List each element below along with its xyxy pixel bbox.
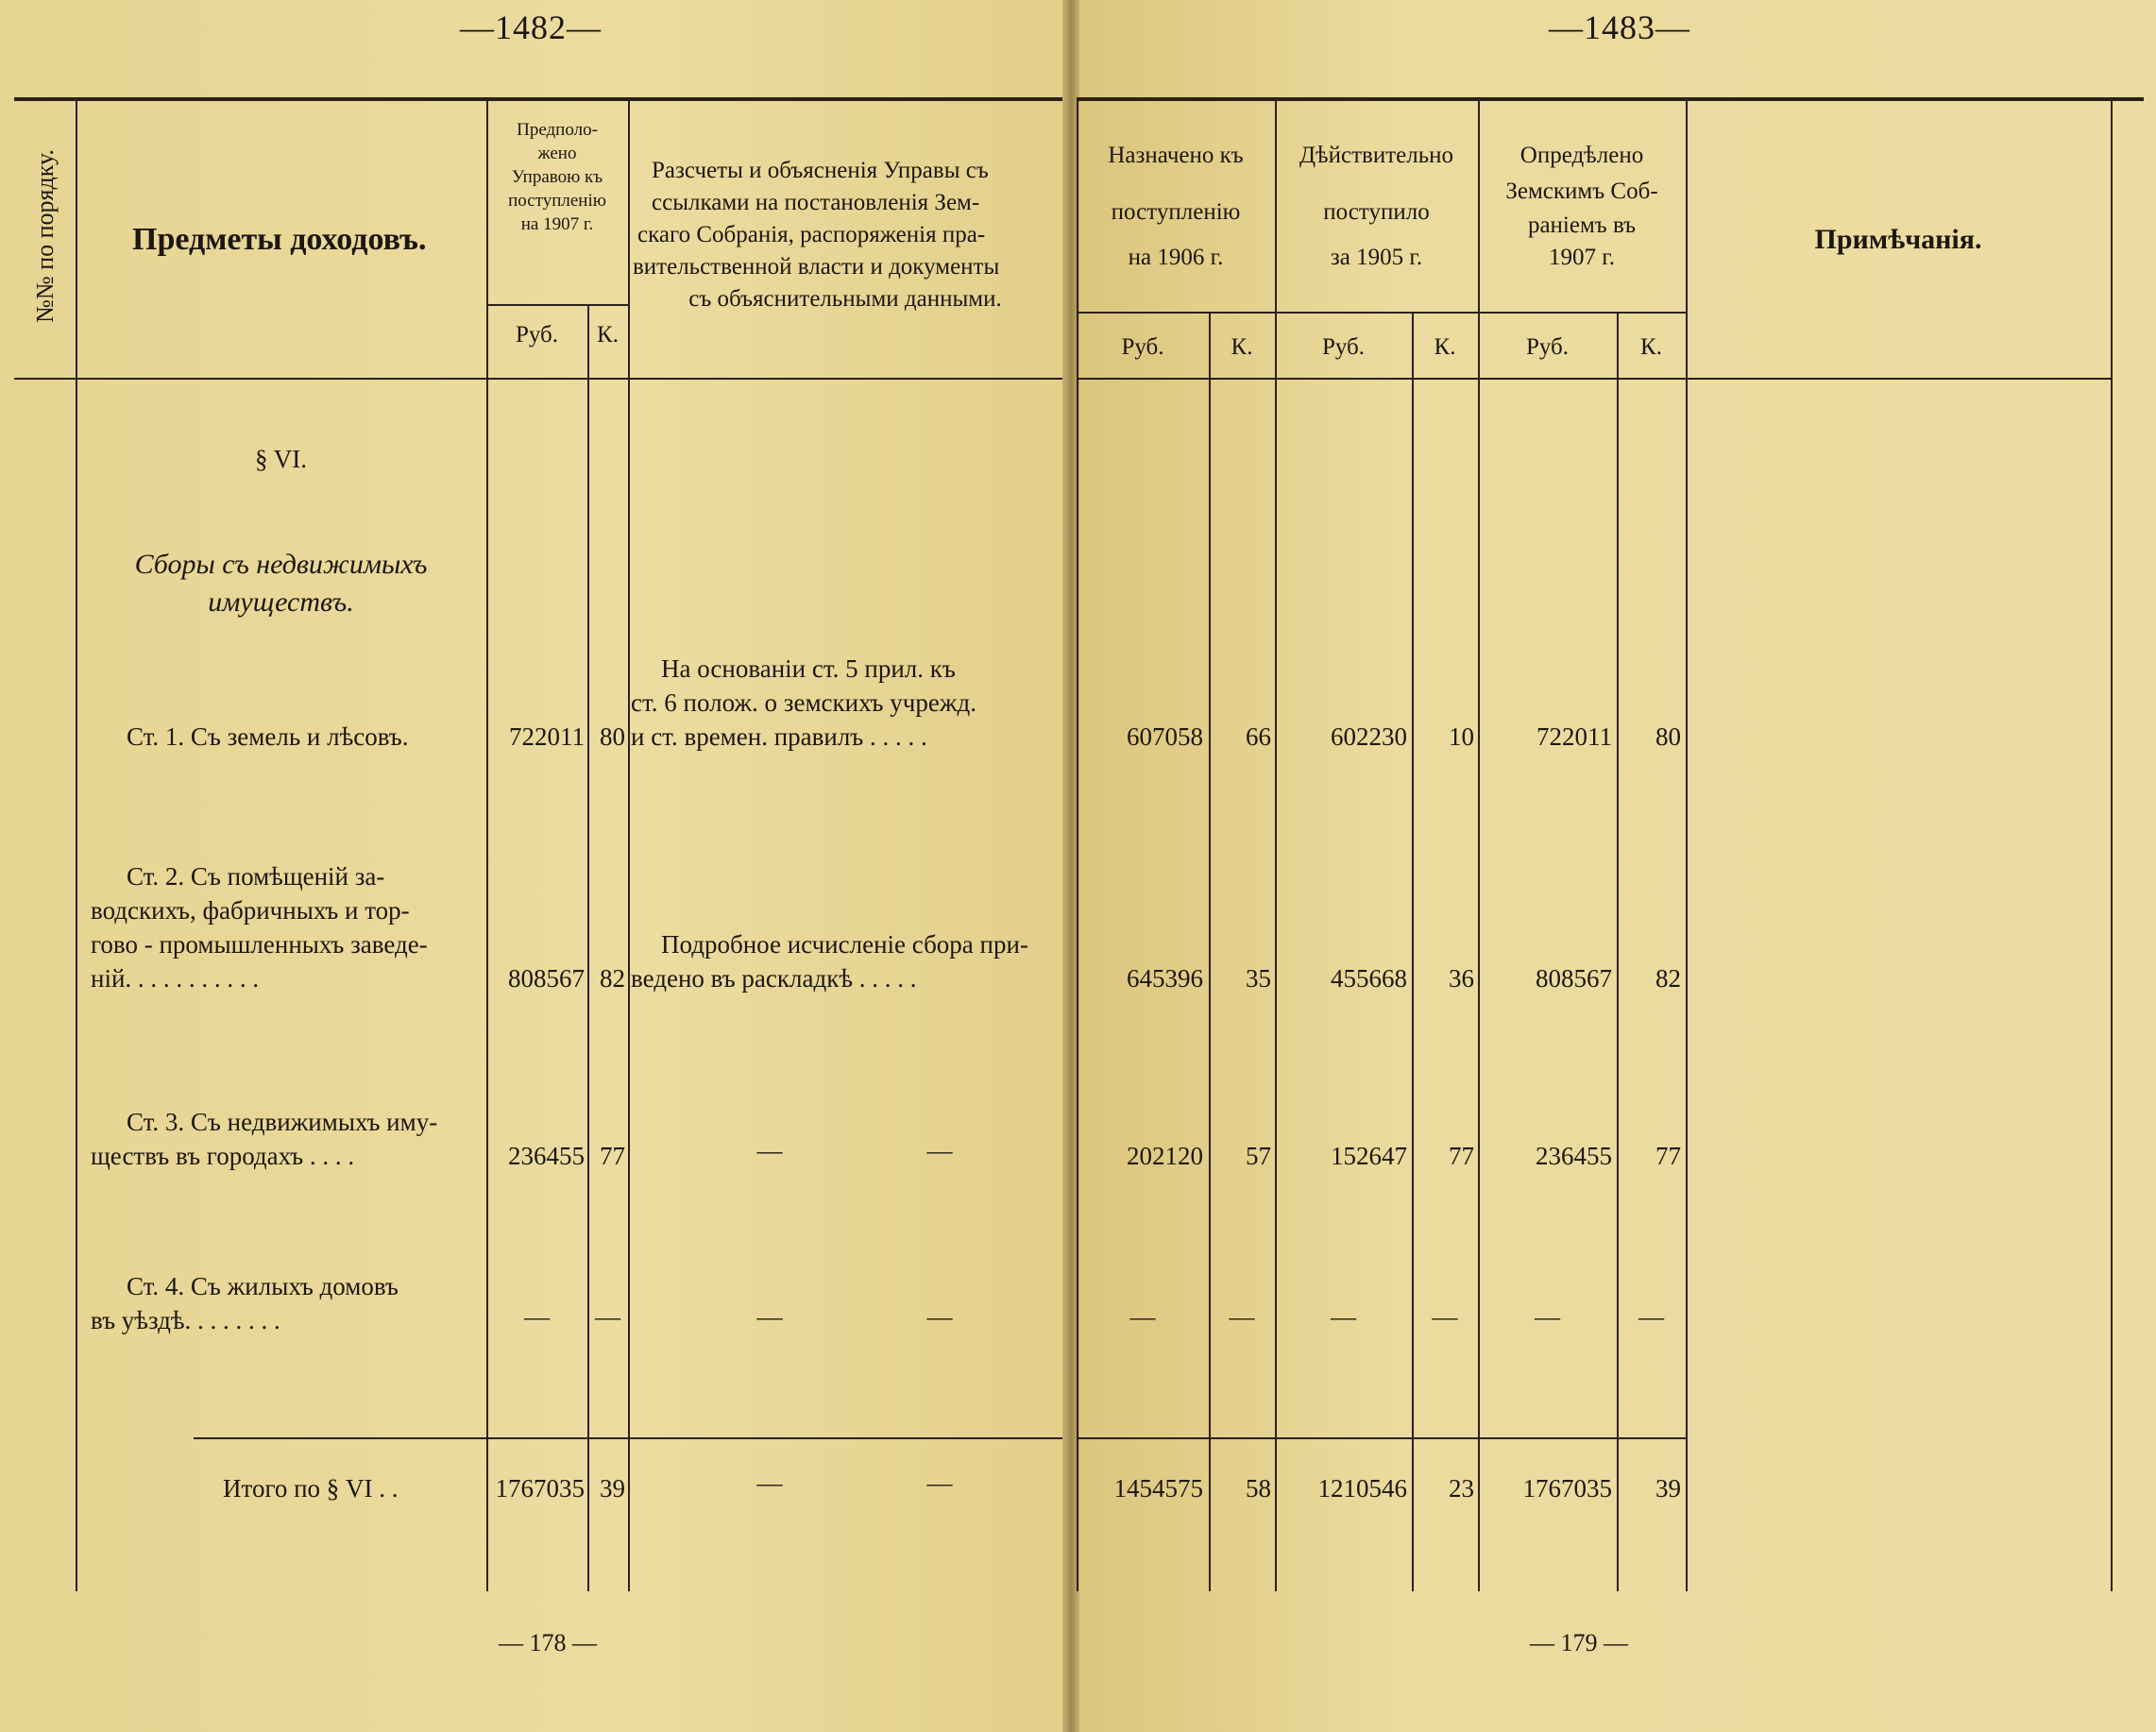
col-line-11 <box>1686 99 1688 1591</box>
row3-actual-kop: 77 <box>1449 1142 1474 1170</box>
total-determined-rub: 1767035 <box>1522 1474 1612 1503</box>
header-proposed-2: жено <box>537 144 577 163</box>
header-proposed-rub: Руб. <box>515 322 559 348</box>
row1-proposed-kop: 80 <box>600 722 625 751</box>
section-subtitle-2: имуществъ. <box>208 586 354 618</box>
header-assigned-3: на 1906 г. <box>1128 245 1224 270</box>
row2-proposed-kop: 82 <box>600 964 625 993</box>
total-label: Итого по § VI . . <box>223 1474 399 1503</box>
col-line-7 <box>1275 99 1277 1591</box>
total-proposed-kop: 39 <box>600 1474 625 1503</box>
header-assigned-2: поступленію <box>1111 199 1241 225</box>
row3-assigned-kop: 57 <box>1246 1142 1271 1170</box>
row4-label-2: въ уѣздѣ. . . . . . . . <box>91 1306 280 1334</box>
row2-explanation-1: Подробное исчисленіе сбора при- <box>661 930 1028 959</box>
header-explanations-3: скаго Собранія, распоряженія пра- <box>637 222 986 247</box>
total-rule-right <box>1077 1437 1686 1439</box>
header-assigned-kop: К. <box>1231 334 1253 360</box>
row4-proposed-rub: — <box>524 1302 550 1331</box>
row4-label-1: Ст. 4. Съ жилыхъ домовъ <box>127 1272 399 1300</box>
row3-label-1: Ст. 3. Съ недвижимыхъ иму- <box>127 1108 438 1136</box>
row1-explanation-1: На основаніи ст. 5 прил. къ <box>661 654 956 683</box>
header-bottom-rule-left <box>14 378 1062 380</box>
row3-proposed-kop: 77 <box>600 1142 625 1170</box>
col-line-4 <box>628 99 630 1591</box>
row4-explanation-dash-2: — <box>926 1302 953 1331</box>
row2-explanation-2: ведено въ раскладкѣ . . . . . <box>631 964 917 993</box>
col-line-12 <box>2111 99 2113 1591</box>
row4-proposed-kop: — <box>595 1302 620 1331</box>
total-explanation-dash-2: — <box>926 1469 953 1497</box>
header-determined-1: Опредѣлено <box>1519 143 1644 168</box>
header-proposed-1: Предполо- <box>517 120 598 140</box>
row3-explanation-dash-2: — <box>926 1136 953 1164</box>
row2-assigned-kop: 35 <box>1246 964 1271 993</box>
right-page-number: —1483— <box>1549 8 1690 46</box>
col-line-8 <box>1412 312 1414 1591</box>
row3-determined-kop: 77 <box>1655 1142 1681 1170</box>
row1-determined-rub: 722011 <box>1536 722 1612 751</box>
header-proposed-4: поступленію <box>508 191 606 211</box>
table-top-rule-right <box>1077 97 2144 101</box>
row1-actual-kop: 10 <box>1449 722 1474 751</box>
row2-actual-kop: 36 <box>1449 964 1474 993</box>
left-page-footer: — 178 — <box>499 1629 597 1656</box>
col-line-5 <box>1077 99 1078 1591</box>
header-explanations-1: Разсчеты и объясненія Управы съ <box>652 158 989 183</box>
row1-assigned-rub: 607058 <box>1127 722 1203 751</box>
total-proposed-rub: 1767035 <box>495 1474 585 1503</box>
row2-label-2: водскихъ, фабричныхъ и тор- <box>91 896 410 925</box>
row2-determined-kop: 82 <box>1655 964 1681 993</box>
row2-label-1: Ст. 2. Съ помѣщеній за- <box>127 862 385 891</box>
header-proposed-kop: К. <box>597 322 619 348</box>
row1-explanation-3: и ст. времен. правилъ . . . . . <box>631 722 927 751</box>
row2-label-3: гово - промышленныхъ заведе- <box>91 930 428 959</box>
header-actual-3: за 1905 г. <box>1330 245 1423 270</box>
total-explanation-dash-1: — <box>756 1469 783 1497</box>
row3-determined-rub: 236455 <box>1536 1142 1612 1170</box>
header-determined-rub: Руб. <box>1525 334 1570 360</box>
row1-explanation-2: ст. 6 полож. о земскихъ учрежд. <box>631 688 976 717</box>
section-subtitle-1: Сборы съ недвижимыхъ <box>134 549 428 580</box>
row2-assigned-rub: 645396 <box>1127 964 1203 993</box>
header-notes: Примѣчанія. <box>1814 224 1982 255</box>
header-bottom-rule-right <box>1077 378 2111 380</box>
col-line-9 <box>1478 99 1480 1591</box>
header-actual-rub: Руб. <box>1321 334 1366 360</box>
col-line-10 <box>1617 312 1619 1591</box>
header-determined-2: Земскимъ Соб- <box>1505 178 1658 204</box>
row3-proposed-rub: 236455 <box>508 1142 585 1170</box>
row2-actual-rub: 455668 <box>1331 964 1407 993</box>
header-order: №№ по порядку. <box>31 149 59 323</box>
row1-proposed-rub: 722011 <box>509 722 585 751</box>
total-rule-left <box>194 1437 1062 1439</box>
header-determined-kop: К. <box>1640 334 1662 360</box>
total-actual-kop: 23 <box>1449 1474 1474 1503</box>
row2-label-4: ній. . . . . . . . . . . <box>91 964 260 993</box>
row4-determined-rub: — <box>1535 1302 1560 1331</box>
row3-label-2: ществъ въ городахъ . . . . <box>91 1142 355 1170</box>
section-title: § VI. <box>254 445 307 473</box>
subheader-rule-right <box>1077 312 1686 314</box>
subheader-rule-proposed <box>486 304 628 306</box>
col-line-6 <box>1209 312 1211 1591</box>
row1-actual-rub: 602230 <box>1331 722 1407 751</box>
col-line-1 <box>76 99 77 1591</box>
row2-determined-rub: 808567 <box>1536 964 1612 993</box>
row4-determined-kop: — <box>1638 1302 1664 1331</box>
total-assigned-rub: 1454575 <box>1113 1474 1203 1503</box>
header-assigned-rub: Руб. <box>1121 334 1164 360</box>
row3-explanation-dash-1: — <box>756 1136 783 1164</box>
header-explanations-5: съ объяснительными данными. <box>688 286 1002 312</box>
total-determined-kop: 39 <box>1655 1474 1681 1503</box>
row4-actual-rub: — <box>1331 1302 1356 1331</box>
header-explanations-2: ссылками на постановленія Зем- <box>652 190 980 215</box>
row1-assigned-kop: 66 <box>1246 722 1271 751</box>
header-proposed-3: Управою къ <box>511 167 603 187</box>
header-assigned-1: Назначено къ <box>1108 143 1244 168</box>
row3-actual-rub: 152647 <box>1331 1142 1407 1170</box>
total-assigned-kop: 58 <box>1246 1474 1271 1503</box>
total-actual-rub: 1210546 <box>1317 1474 1407 1503</box>
header-actual-2: поступило <box>1323 199 1430 225</box>
header-items: Предметы доходовъ. <box>132 222 427 257</box>
header-proposed-5: на 1907 г. <box>520 214 594 234</box>
row1-determined-kop: 80 <box>1655 722 1681 751</box>
row4-explanation-dash-1: — <box>756 1302 783 1331</box>
left-page-number: —1482— <box>460 8 602 46</box>
header-explanations-4: вительственной власти и документы <box>633 254 1000 280</box>
row2-proposed-rub: 808567 <box>508 964 585 993</box>
header-actual-kop: К. <box>1434 334 1456 360</box>
header-determined-3: раніемъ въ <box>1527 212 1637 238</box>
row4-actual-kop: — <box>1432 1302 1458 1331</box>
right-page-footer: — 179 — <box>1530 1629 1628 1656</box>
row3-assigned-rub: 202120 <box>1127 1142 1203 1170</box>
table-top-rule-left <box>14 97 1062 101</box>
row1-label: Ст. 1. Съ земель и лѣсовъ. <box>127 722 409 751</box>
header-determined-4: 1907 г. <box>1549 245 1615 270</box>
row4-assigned-rub: — <box>1129 1302 1156 1331</box>
header-actual-1: Дѣйствительно <box>1299 143 1453 168</box>
row4-assigned-kop: — <box>1229 1302 1255 1331</box>
col-line-3 <box>587 304 589 1591</box>
